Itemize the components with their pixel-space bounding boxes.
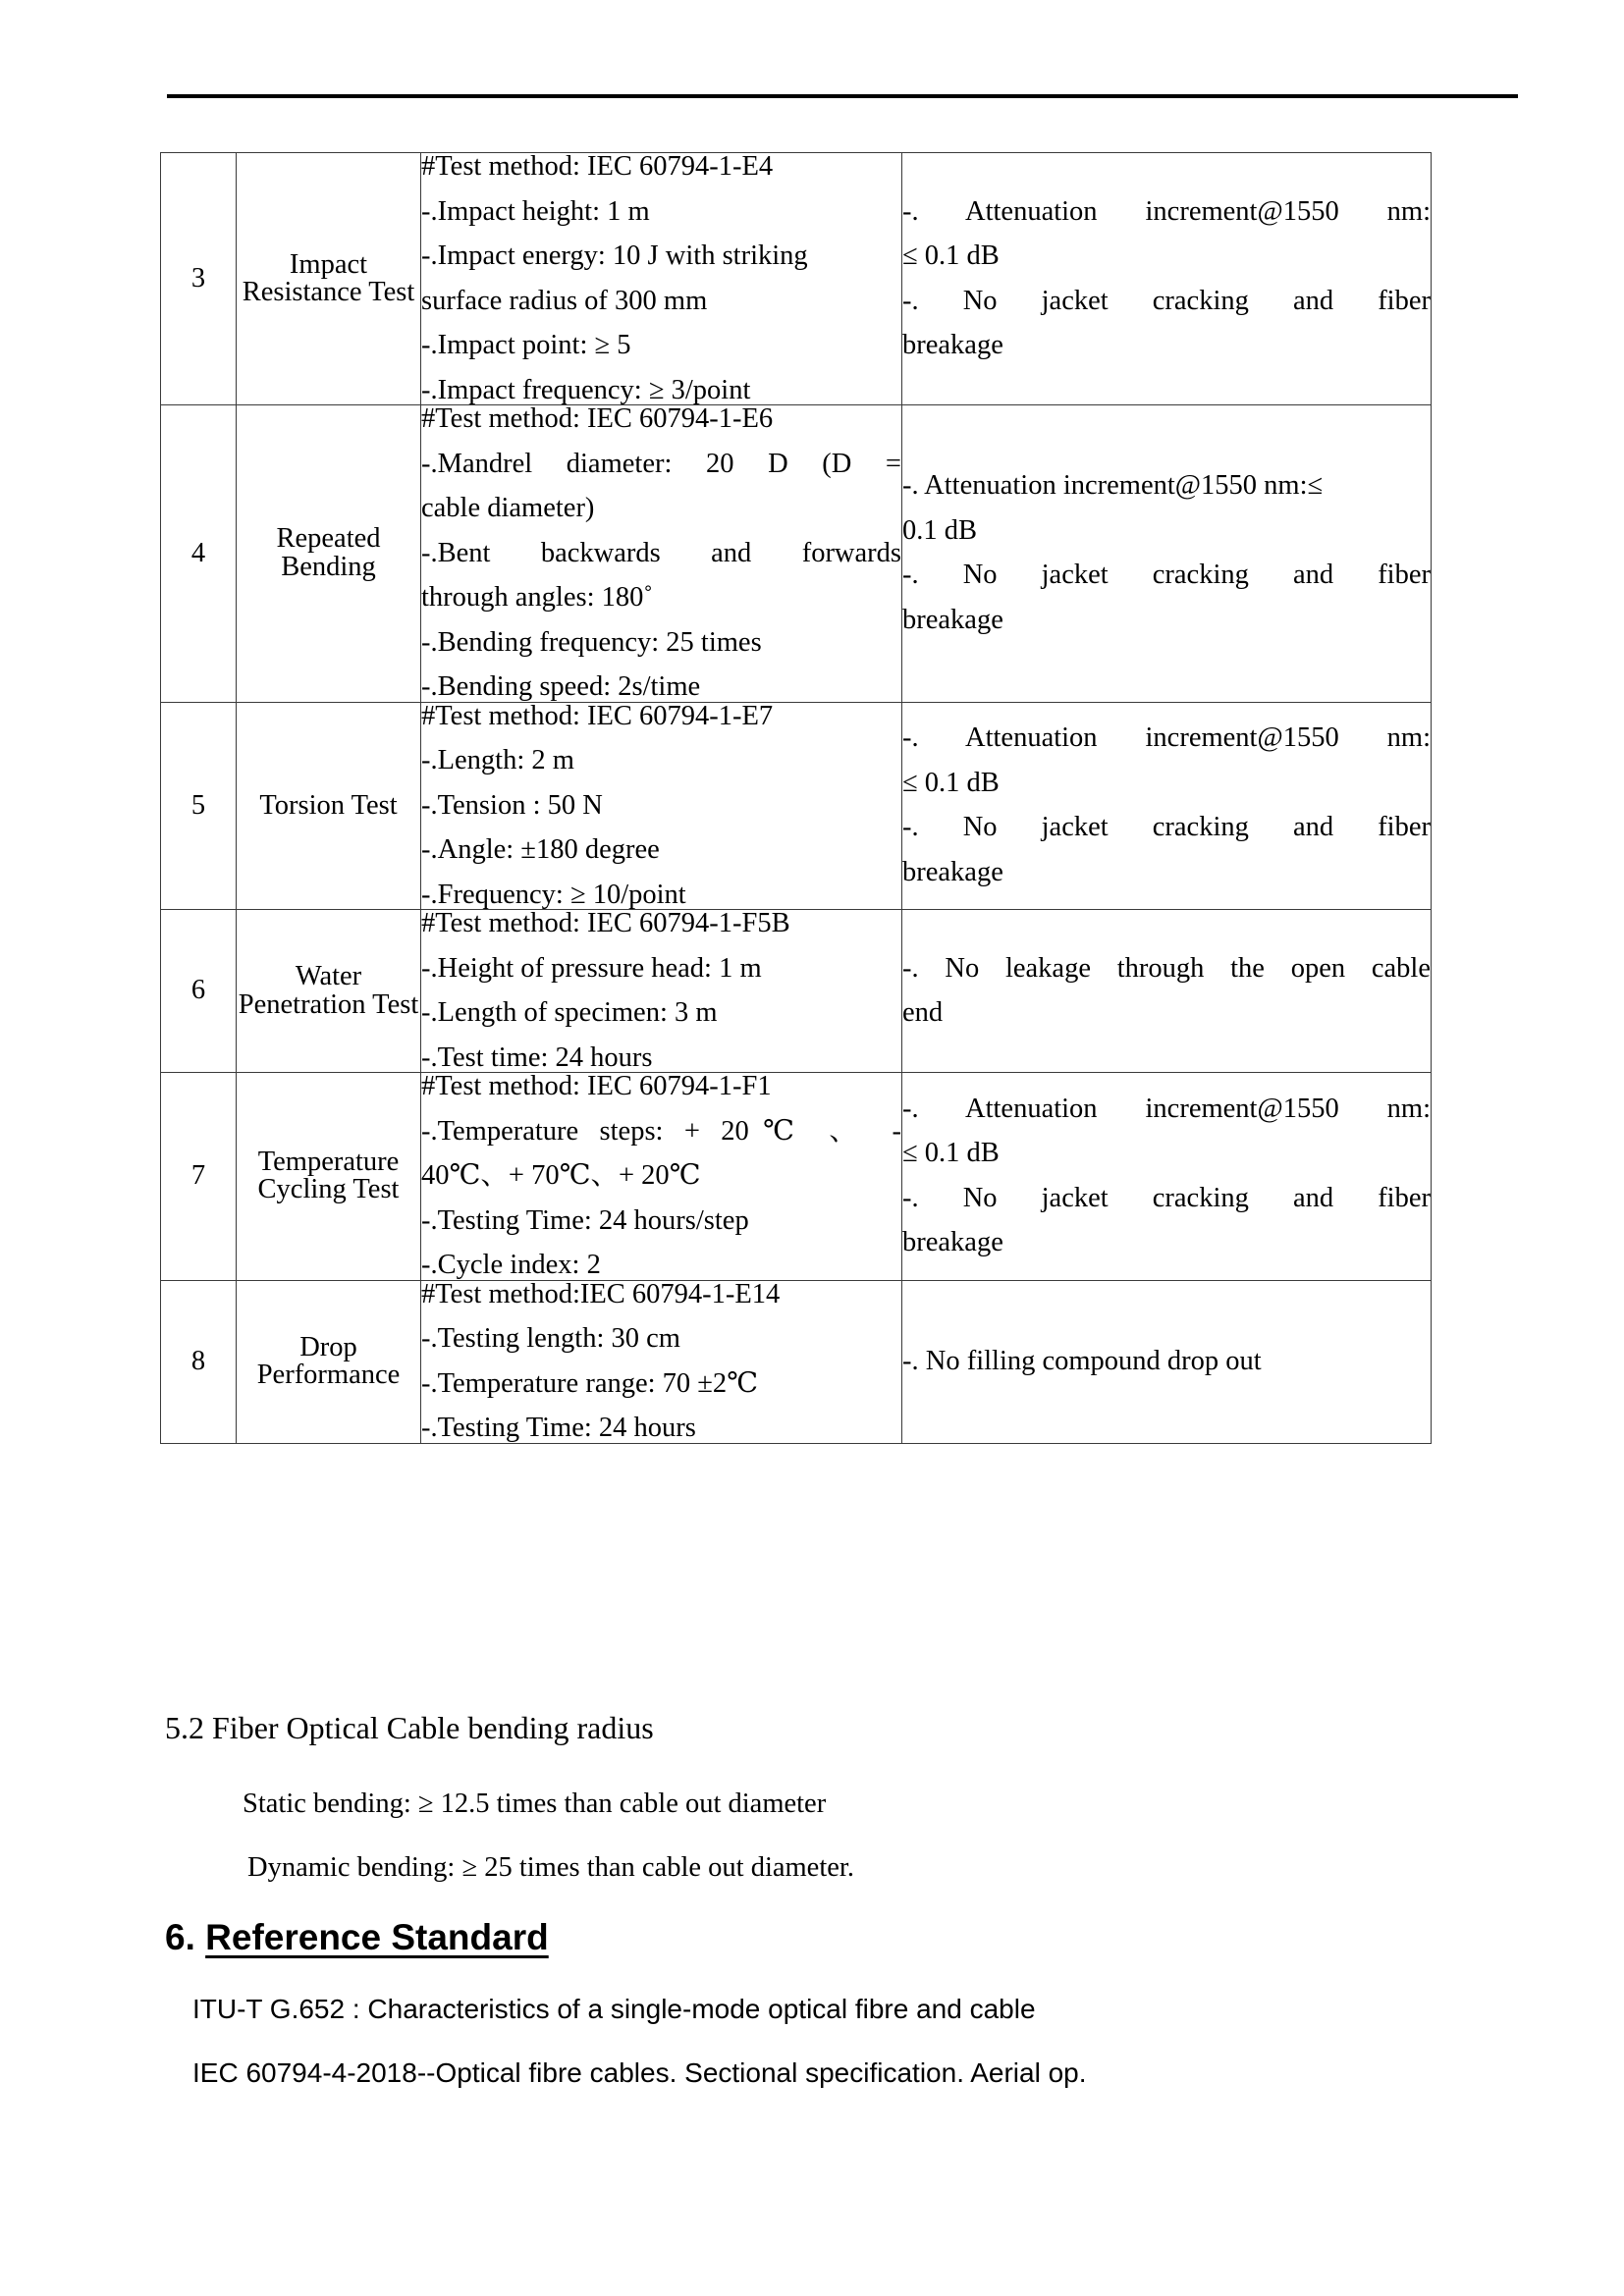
table-row: [161, 153, 1432, 405]
reference-item: ITU-T G.652 : Characteristics of a single-mode optical fibre and cable: [192, 1994, 1036, 2024]
test-name-cell: Water Penetration Test: [237, 910, 421, 1073]
table-row: [161, 1073, 1432, 1281]
procedure-line: -.Tension : 50 N: [421, 789, 603, 821]
procedure-line: -.Mandrel diameter: 20 D (D =: [421, 448, 901, 479]
test-procedure-cell: [421, 1280, 902, 1443]
row-number-cell: 6: [161, 910, 237, 1073]
procedure-line: -.Bending frequency: 25 times: [421, 626, 762, 658]
requirement-cell: [902, 910, 1432, 1073]
test-procedure-cell: [421, 910, 902, 1073]
section-6-number: 6.: [165, 1917, 206, 1957]
test-procedure-cell: [421, 1073, 902, 1281]
procedure-line: -.Impact energy: 10 J with striking: [421, 240, 808, 271]
requirement-cell: [902, 153, 1432, 405]
table-row: [161, 1280, 1432, 1443]
requirement-line: -. No jacket cracking and fiber: [902, 560, 1431, 591]
test-name-cell: Repeated Bending: [237, 405, 421, 703]
requirement-cell: [902, 405, 1432, 703]
test-procedure-cell: [421, 405, 902, 703]
procedure-line: -.Testing Time: 24 hours/step: [421, 1204, 749, 1236]
procedure-line: -.Impact point: ≥ 5: [421, 330, 631, 360]
requirement-line: ≤ 0.1 dB: [902, 240, 1000, 271]
procedure-line: #Test method: IEC 60794-1-F5B: [421, 908, 790, 938]
section-6-title-text: Reference Standard: [205, 1917, 549, 1957]
row-number-cell: 8: [161, 1280, 237, 1443]
procedure-line: #Test method:IEC 60794-1-E14: [421, 1278, 781, 1309]
procedure-line: -.Temperature range: 70 ±2℃: [421, 1367, 759, 1399]
procedure-line: -.Bent backwards and forwards: [421, 537, 901, 568]
procedure-line: -.Impact frequency: ≥ 3/point: [421, 374, 751, 405]
procedure-line: #Test method: IEC 60794-1-E4: [421, 151, 774, 182]
procedure-line: 40℃、+ 70℃、+ 20℃: [421, 1160, 701, 1191]
requirement-line: -. No filling compound drop out: [902, 1345, 1262, 1376]
requirement-line: -. No jacket cracking and fiber: [902, 812, 1431, 843]
procedure-line: cable diameter): [421, 493, 595, 523]
requirement-line: breakage: [902, 856, 1003, 887]
procedure-line: -.Test time: 24 hours: [421, 1041, 653, 1073]
section-5-2-title: 5.2 Fiber Optical Cable bending radius: [165, 1710, 654, 1745]
dynamic-bending-text: Dynamic bending: ≥ 25 times than cable out diameter.: [247, 1852, 854, 1883]
requirement-cell: [902, 1280, 1432, 1443]
test-procedure-cell: [421, 702, 902, 910]
requirement-line: -. Attenuation increment@1550 nm:: [902, 195, 1431, 227]
row-number-cell: 4: [161, 405, 237, 703]
procedure-line: surface radius of 300 mm: [421, 285, 708, 316]
test-name-cell: Temperature Cycling Test: [237, 1073, 421, 1281]
procedure-line: -.Testing length: 30 cm: [421, 1323, 680, 1354]
requirement-line: -. No jacket cracking and fiber: [902, 285, 1431, 316]
row-number-cell: 3: [161, 153, 237, 405]
section-6-heading: [165, 1919, 549, 1955]
test-name-cell: Impact Resistance Test: [237, 153, 421, 405]
procedure-line: -.Bending speed: 2s/time: [421, 671, 701, 702]
procedure-line: -.Impact height: 1 m: [421, 195, 650, 227]
requirement-line: end: [902, 997, 944, 1028]
requirement-line: breakage: [902, 604, 1003, 635]
procedure-line: -.Length: 2 m: [421, 745, 574, 775]
test-name-cell: Torsion Test: [237, 702, 421, 910]
table-row: [161, 405, 1432, 703]
procedure-line: -.Testing Time: 24 hours: [421, 1413, 696, 1443]
table-row: [161, 702, 1432, 910]
table-row: [161, 910, 1432, 1073]
requirement-line: -. No leakage through the open cable: [902, 952, 1431, 984]
procedure-line: -.Frequency: ≥ 10/point: [421, 879, 686, 910]
header-rule: [167, 94, 1518, 98]
row-number-cell: 5: [161, 702, 237, 910]
requirement-line: -. Attenuation increment@1550 nm:: [902, 1093, 1431, 1124]
requirement-line: breakage: [902, 330, 1003, 360]
procedure-line: #Test method: IEC 60794-1-F1: [421, 1071, 772, 1101]
requirement-line: -. Attenuation increment@1550 nm:: [902, 722, 1431, 754]
procedure-line: #Test method: IEC 60794-1-E7: [421, 700, 774, 731]
test-procedure-cell: [421, 153, 902, 405]
procedure-line: -.Angle: ±180 degree: [421, 834, 660, 865]
requirement-line: -. No jacket cracking and fiber: [902, 1182, 1431, 1213]
static-bending-text: Static bending: ≥ 12.5 times than cable out diameter: [243, 1789, 827, 1819]
procedure-line: #Test method: IEC 60794-1-E6: [421, 403, 774, 434]
procedure-line: -.Cycle index: 2: [421, 1250, 601, 1280]
requirement-line: -. Attenuation increment@1550 nm:≤: [902, 470, 1324, 502]
row-number-cell: 7: [161, 1073, 237, 1281]
reference-item: IEC 60794-4-2018--Optical fibre cables. Sectional specification. Aerial op.: [192, 2057, 1087, 2088]
procedure-line: -.Height of pressure head: 1 m: [421, 952, 762, 984]
table-body: [161, 153, 1432, 1444]
requirement-cell: [902, 1073, 1432, 1281]
test-name-cell: Drop Performance: [237, 1280, 421, 1443]
procedure-line: through angles: 180˚: [421, 582, 653, 613]
requirement-line: ≤ 0.1 dB: [902, 1138, 1000, 1169]
requirement-cell: [902, 702, 1432, 910]
requirement-line: ≤ 0.1 dB: [902, 767, 1000, 798]
cable-test-spec-table: [160, 152, 1432, 1444]
procedure-line: -.Temperature steps: + 20℃ 、 -: [421, 1115, 901, 1147]
requirement-line: 0.1 dB: [902, 514, 978, 546]
procedure-line: -.Length of specimen: 3 m: [421, 997, 718, 1028]
requirement-line: breakage: [902, 1227, 1003, 1258]
